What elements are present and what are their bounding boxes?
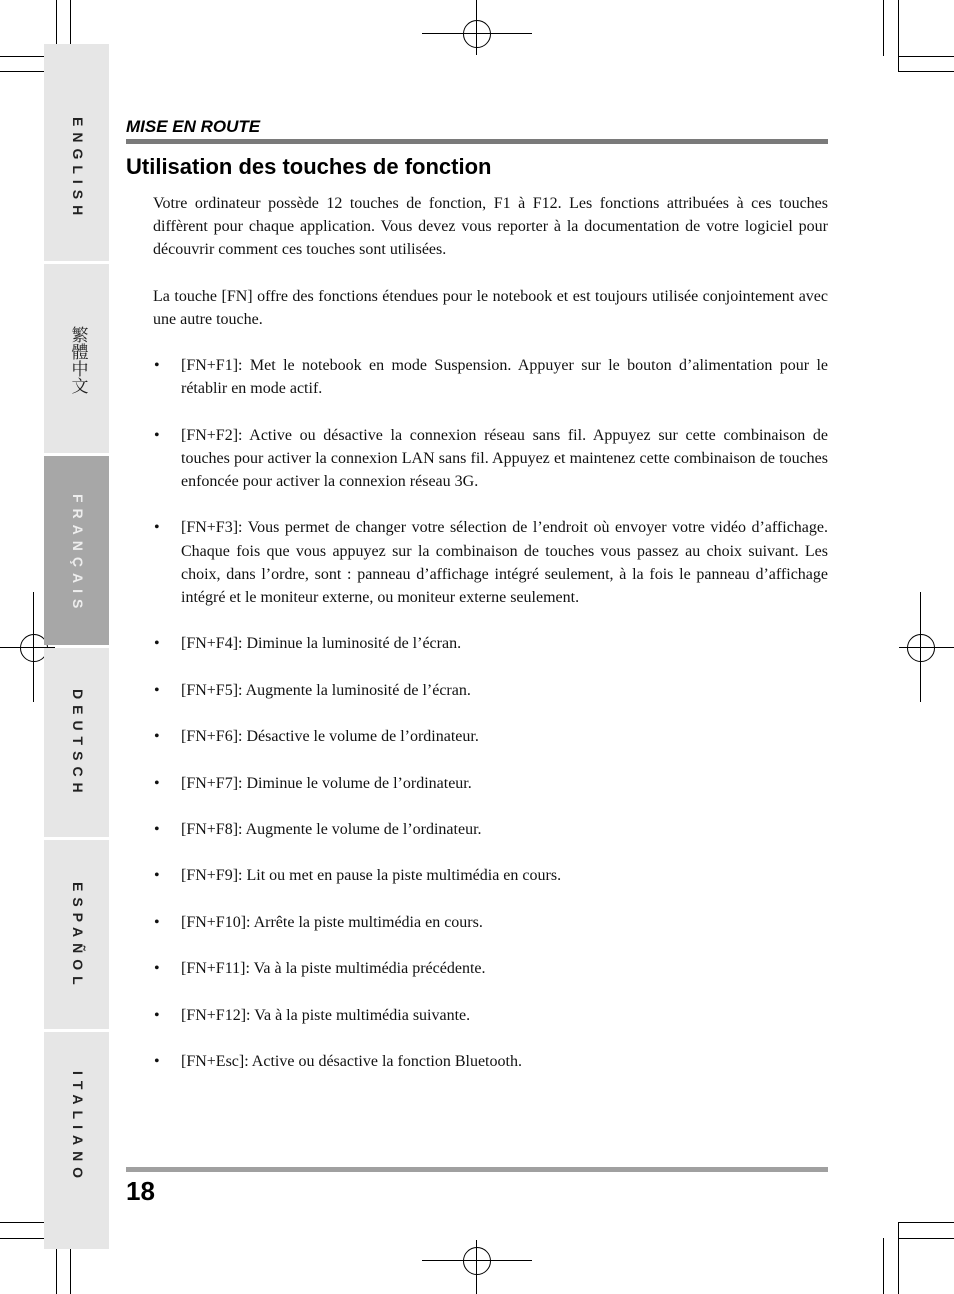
tab-english[interactable] [44,44,109,261]
list-item: • [FN+F2]: Active ou désactive la connexion réseau sans fil. Appuyez sur cette combinaison de touches pour activer la connexion LAN sans fil. Appuyez et maintenez cette combinaison de touches enfoncée pour activer la connexion réseau 3G. [153,424,828,494]
tab-francais[interactable] [44,456,109,645]
intro-paragraph: Votre ordinateur possède 12 touches de fonction, F1 à F12. Les fonctions attribuées à ces touches diffèrent pour chaque application. Vous devez vous reporter à la documentation de votre logiciel pour découvrir comment ces touches sont utilisées. [153,195,828,259]
tab-label: ESPAÑOL [70,882,86,991]
crop-mark [898,1222,954,1223]
footer-rule [126,1167,828,1172]
list-item: • [FN+F5]: Augmente la luminosité de l’écran. [153,679,828,702]
list-item: • [FN+F9]: Lit ou met en pause la piste multimédia en cours. [153,864,828,887]
tab-espanol[interactable] [44,840,109,1029]
section-label: MISE EN ROUTE [126,117,261,136]
registration-mark [463,20,491,48]
crop-mark [898,1222,899,1294]
tab-label: ITALIANO [70,1071,86,1185]
list-item: • [FN+F8]: Augmente le volume de l’ordinateur. [153,818,828,841]
list-item: • [FN+F6]: Désactive le volume de l’ordinateur. [153,725,828,748]
registration-mark [463,1247,491,1275]
tab-label: 繁體中文 [68,326,88,394]
crop-mark [883,1238,884,1294]
page-number: 18 [126,1176,155,1206]
crop-mark [898,1238,954,1239]
tab-deutsch[interactable] [44,648,109,837]
page-title: Utilisation des touches de fonction [126,154,492,179]
list-item: • [FN+F12]: Va à la piste multimédia suivante. [153,1004,828,1027]
crop-mark [898,71,954,72]
function-key-list [153,354,828,1073]
tab-traditional-chinese[interactable] [44,264,109,453]
language-tabs [44,44,109,1249]
tab-label: DEUTSCH [70,689,86,799]
list-item: • [FN+F1]: Met le notebook en mode Suspension. Appuyer sur le bouton d’alimentation pour le rétablir en mode actif. [153,354,828,400]
crop-mark [883,0,884,56]
registration-mark [907,634,935,662]
list-item: • [FN+Esc]: Active ou désactive la fonction Bluetooth. [153,1050,828,1073]
tab-label: FRANÇAIS [70,494,86,615]
crop-mark [898,0,899,72]
body-text [153,192,828,1096]
crop-mark [898,56,954,57]
tab-label: ENGLISH [70,117,86,222]
list-item: • [FN+F11]: Va à la piste multimédia précédente. [153,957,828,980]
tab-italiano[interactable] [44,1032,109,1249]
header-rule [126,139,828,144]
list-item: • [FN+F3]: Vous permet de changer votre sélection de l’endroit où envoyer votre vidéo d’affichage. Chaque fois que vous appuyez sur la combinaison de touches vous passez au choix suivant. Les choix, dans l’ordre, sont : panneau d’affichage intégré seulement, à la fois le panneau d’affichage intégré et le moniteur externe, ou moniteur externe seulement. [153,516,828,609]
list-item: • [FN+F7]: Diminue le volume de l’ordinateur. [153,772,828,795]
list-item: • [FN+F4]: Diminue la luminosité de l’écran. [153,632,828,655]
list-item: • [FN+F10]: Arrête la piste multimédia en cours. [153,911,828,934]
fn-key-paragraph: La touche [FN] offre des fonctions étendues pour le notebook et est toujours utilisée conjointement avec une autre touche. [153,287,828,328]
